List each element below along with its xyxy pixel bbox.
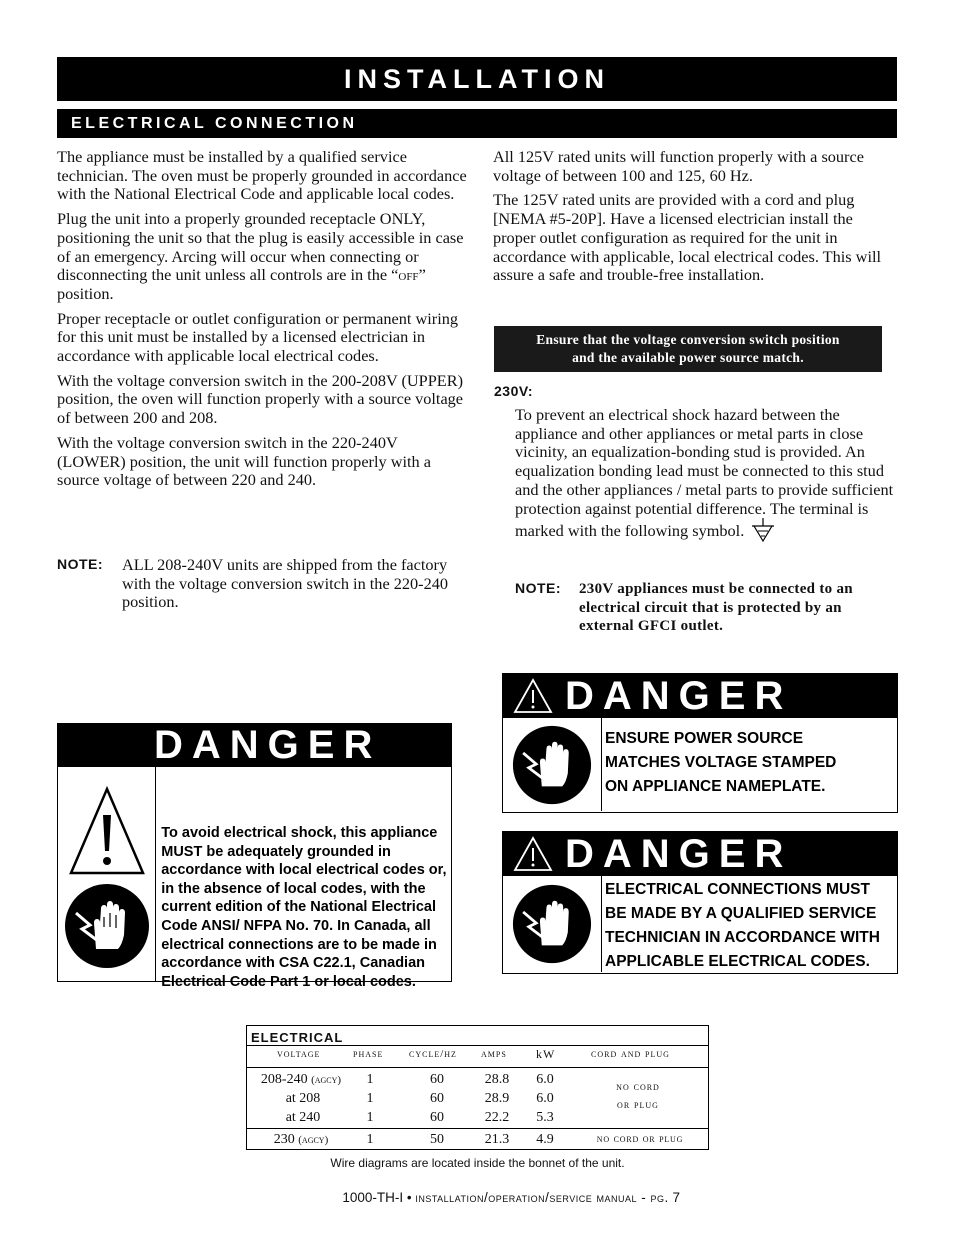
note-label: NOTE:: [515, 580, 562, 596]
paragraph: All 125V rated units will function properly with a source voltage of between 100 and 125, 60 Hz.: [493, 147, 864, 185]
danger-heading: DANGER: [58, 724, 451, 767]
warning-triangle-icon: [513, 678, 553, 714]
electrical-spec-table: [246, 1025, 709, 1150]
table-cell: [573, 1078, 703, 1114]
electric-shock-hand-icon: [64, 883, 150, 969]
page-footer: [280, 1190, 680, 1205]
paragraph: The 125V rated units are provided with a cord and plug [NEMA #5-20P]. Have a licensed electrician install the proper outlet configuration as required for the unit in accordance with applicable, local electrical codes. This will assure a safe and trouble-free installation.: [493, 190, 882, 285]
note-text: ALL 208-240V units are shipped from the factory with the voltage conversion switch in the 220-240 position.: [122, 555, 449, 612]
table-cell: 1: [366, 1110, 374, 1125]
danger-text: [602, 718, 838, 811]
table-cell: 6.0: [536, 1072, 554, 1087]
table-cell: 4.9: [536, 1132, 554, 1147]
column-header: phase: [353, 1048, 384, 1060]
right-column: [493, 148, 893, 291]
danger-icons: [503, 876, 602, 972]
voltage-note: (agcy): [298, 1134, 329, 1146]
230v-text: [515, 406, 899, 544]
manual-name: installation/operation/service manual - pg.: [415, 1190, 669, 1205]
voltage-note: (agcy): [311, 1074, 342, 1086]
table-cell: 28.9: [484, 1091, 510, 1106]
table-cell: 28.8: [484, 1072, 510, 1087]
voltage-notice-banner: [494, 326, 882, 372]
voltage-value: 230: [273, 1132, 295, 1147]
table-cell: [251, 1072, 351, 1088]
table-cell: [251, 1132, 351, 1148]
danger-line: ELECTRICAL CONNECTIONS MUST: [605, 881, 870, 898]
danger-text: [602, 876, 882, 974]
column-header: kW: [536, 1047, 556, 1061]
off-word: off: [398, 265, 419, 285]
table-divider: [247, 1067, 708, 1068]
section-subtitle: ELECTRICAL CONNECTION: [57, 109, 897, 138]
table-cell: no cord or plug: [596, 1133, 684, 1145]
table-cell: 1: [366, 1132, 374, 1147]
paragraph: The appliance must be installed by a qualified service technician. The oven must be properly grounded in accordance with the National Electrical Code and applicable local codes.: [57, 147, 467, 204]
table-cell: 1: [366, 1072, 374, 1087]
danger-heading: DANGER: [565, 831, 793, 876]
danger-heading: DANGER: [565, 673, 793, 718]
warning-triangle-icon: [67, 785, 147, 877]
danger-header: [503, 832, 897, 876]
cord-line: or plug: [617, 1099, 659, 1111]
doc-number: 1000-TH-I •: [342, 1190, 412, 1205]
danger-line: TECHNICIAN IN ACCORDANCE WITH: [605, 929, 880, 946]
note-label: NOTE:: [57, 556, 104, 572]
cord-line: no cord: [616, 1081, 660, 1093]
table-cell: 60: [430, 1091, 444, 1106]
danger-header: [503, 674, 897, 718]
paragraph-text: Plug the unit into a properly grounded receptacle ONLY, positioning the unit so that the plug is easily accessible in case of an emergency. Arcing will occur when connecting or disconnecting the unit unless all controls are in the “: [57, 209, 464, 285]
danger-line: ENSURE POWER SOURCE: [605, 730, 804, 747]
paragraph: With the voltage conversion switch in the 220-240V (LOWER) position, the unit will function properly with a source voltage of between 220 and 240.: [57, 432, 431, 490]
electric-shock-hand-icon: [512, 884, 592, 964]
column-header: cycle/hz: [409, 1048, 457, 1060]
paragraph-text: ” position.: [57, 265, 426, 303]
column-header: cord and plug: [591, 1048, 670, 1060]
230v-label: 230V:: [494, 383, 534, 399]
table-cell: 50: [430, 1132, 444, 1147]
danger-icons: [58, 767, 156, 981]
notice-line: Ensure that the voltage conversion switch position: [536, 332, 840, 347]
wire-diagram-note: Wire diagrams are located inside the bonnet of the unit.: [330, 1156, 625, 1170]
column-header: amps: [481, 1048, 507, 1060]
danger-box-qualified-technician: [502, 831, 898, 974]
voltage-value: 208-240: [260, 1072, 308, 1087]
page-number: 7: [672, 1190, 680, 1205]
electric-shock-hand-icon: [512, 725, 592, 805]
table-cell: 21.3: [484, 1132, 510, 1147]
danger-line: BE MADE BY A QUALIFIED SERVICE: [605, 905, 877, 922]
section-title: INSTALLATION: [57, 57, 897, 101]
left-column: [57, 148, 467, 496]
table-title: ELECTRICAL: [247, 1026, 708, 1046]
warning-triangle-icon: [513, 836, 553, 872]
danger-line: ON APPLIANCE NAMEPLATE.: [605, 778, 826, 795]
paragraph: Proper receptacle or outlet configuration or permanent wiring for this unit must be installed by a licensed electrician in accordance with applicable local electrical codes.: [57, 308, 458, 366]
table-cell: 22.2: [484, 1110, 510, 1125]
paragraph: [57, 210, 467, 304]
230v-paragraph: To prevent an electrical shock hazard between the appliance and other appliances or metal parts in close vicinity, an equalization-bonding stud is provided. An equalization bonding lead must be connected to this stud and the other appliances / metal parts to provide sufficient protection against potential difference. The terminal is marked with the following symbol.: [515, 405, 894, 541]
table-cell: at 208: [285, 1091, 321, 1106]
column-header: voltage: [277, 1048, 321, 1060]
table-cell: 60: [430, 1110, 444, 1125]
table-cell: 6.0: [536, 1091, 554, 1106]
table-cell: 1: [366, 1091, 374, 1106]
danger-box-voltage-match: [502, 673, 898, 813]
paragraph: With the voltage conversion switch in the 200-208V (UPPER) position, the oven will function properly with a source voltage of between 200 and 208.: [57, 370, 464, 428]
note-text: 230V appliances must be connected to an electrical circuit that is protected by an external GFCI outlet.: [579, 581, 853, 635]
danger-icons: [503, 718, 602, 811]
danger-line: APPLICABLE ELECTRICAL CODES.: [605, 953, 870, 970]
table-cell: at 240: [285, 1110, 321, 1125]
danger-text: To avoid electrical shock, this appliance MUST be adequately grounded in accordance with local electrical codes or, in the absence of local codes, with the current edition of the National Electrical Code ANSI/ NFPA No. 70. In Canada, all electrical connections are to be made in accordance with CSA C22.1, Canadian Electrical Code Part 1 or local codes.: [161, 825, 447, 990]
danger-box-grounding: [57, 723, 452, 990]
equipotential-ground-icon: [750, 518, 776, 544]
table-cell: 60: [430, 1072, 444, 1087]
danger-line: MATCHES VOLTAGE STAMPED: [605, 754, 837, 771]
table-cell: 5.3: [536, 1110, 554, 1125]
table-divider: [247, 1128, 708, 1129]
notice-line: and the available power source match.: [572, 350, 804, 365]
